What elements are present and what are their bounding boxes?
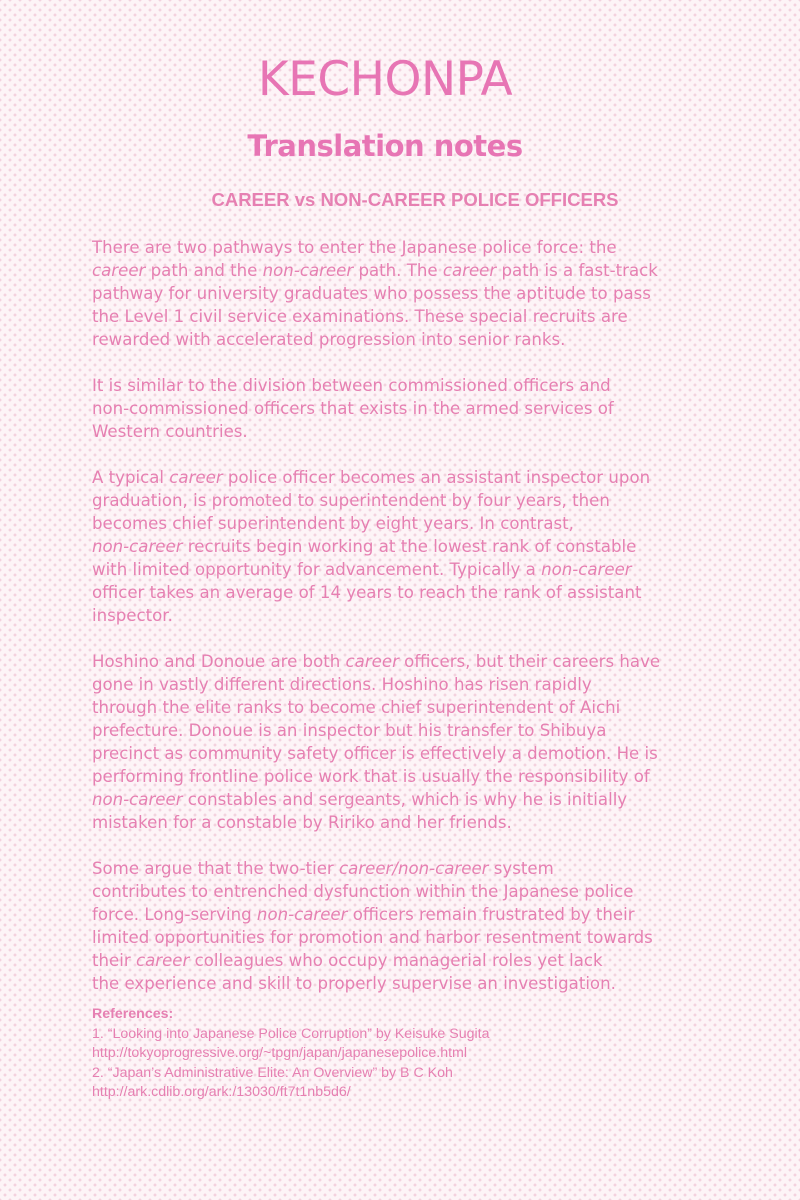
italic-term: non-career — [256, 905, 348, 924]
text-run: colleagues who occupy managerial roles yet lack the experience and skill to properly supervise an investigation. — [92, 951, 616, 993]
text-run: police officer becomes an assistant inspector upon graduation, is promoted to superintendent by four years, then becomes chief superintendent by eight years. In contrast, — [92, 468, 651, 533]
text-run: officer takes an average of 14 years to reach the rank of assistant inspector. — [92, 583, 642, 625]
italic-term: non-career — [541, 560, 632, 579]
paragraph-career-pathways — [92, 236, 752, 351]
italic-term: non-career — [92, 790, 183, 809]
text-run: recruits begin working at the lowest rank of constable with limited opportunity for advancement. Typically a — [92, 537, 637, 579]
text-run: system contributes to entrenched dysfunction within the Japanese police force. Long-serving — [92, 859, 634, 924]
reference-1-title: 1. “Looking into Japanese Police Corruption” by Keisuke Sugita — [92, 1025, 490, 1042]
text-run: path. The — [353, 261, 443, 280]
italic-term: career — [442, 261, 497, 280]
text-run: officers, but their careers have gone in vastly different directions. Hoshino has risen rapidly through the elite ranks to become chief superintendent of Aichi prefecture. Donoue is an inspector but his transfer to Shibuya precinct as community safety officer is effectively a demotion. He is performing frontline police work that is usually the responsibility of — [92, 652, 661, 786]
paragraph-two-tier-criticism — [92, 857, 752, 995]
text-run: path and the — [145, 261, 263, 280]
page-subtitle: Translation notes — [247, 129, 523, 163]
italic-term: career — [135, 951, 190, 970]
text-run: It is similar to the division between commissioned officers and non-commissioned officers that exists in the armed services of Western countries. — [92, 376, 614, 441]
paragraph-typical-progression — [92, 466, 752, 627]
paragraph-hoshino-donoue — [92, 650, 752, 834]
page-title: KECHONPA — [257, 52, 513, 107]
italic-term: non-career — [92, 537, 183, 556]
text-run: officers remain frustrated by their limited opportunities for promotion and harbor resentment towards their — [92, 905, 653, 970]
paragraph-commissioned-comparison — [92, 374, 752, 443]
notes-body — [92, 236, 752, 1018]
text-run: A typical — [92, 468, 170, 487]
reference-2-url: http://ark.cdlib.org/ark:/13030/ft7t1nb5d6/ — [92, 1084, 351, 1100]
italic-term: career — [345, 652, 399, 671]
italic-term: non-career — [262, 261, 354, 280]
text-run: Some argue that the two-tier — [92, 859, 339, 878]
text-run: Hoshino and Donoue are both — [92, 652, 346, 671]
text-run: There are two pathways to enter the Japanese police force: the — [92, 238, 617, 257]
italic-term: career — [169, 468, 223, 487]
references-heading: References: — [92, 1006, 174, 1022]
reference-2-title: 2. “Japan’s Administrative Elite: An Overview” by B C Koh — [92, 1064, 453, 1081]
text-run: path is a fast-track pathway for university graduates who possess the aptitude to pass the Level 1 civil service examinations. These special recruits are rewarded with accelerated progression into senior ranks. — [92, 261, 658, 349]
references-section — [92, 1005, 752, 1103]
reference-1-url: http://tokyoprogressive.org/~tpgn/japan/japanesepolice.html — [92, 1045, 468, 1061]
italic-term: career — [92, 261, 146, 280]
section-heading: CAREER vs NON-CAREER POLICE OFFICERS — [211, 189, 619, 210]
italic-term: career/non-career — [339, 859, 489, 878]
text-run: constables and sergeants, which is why he is initially mistaken for a constable by Ririko and her friends. — [92, 790, 628, 832]
